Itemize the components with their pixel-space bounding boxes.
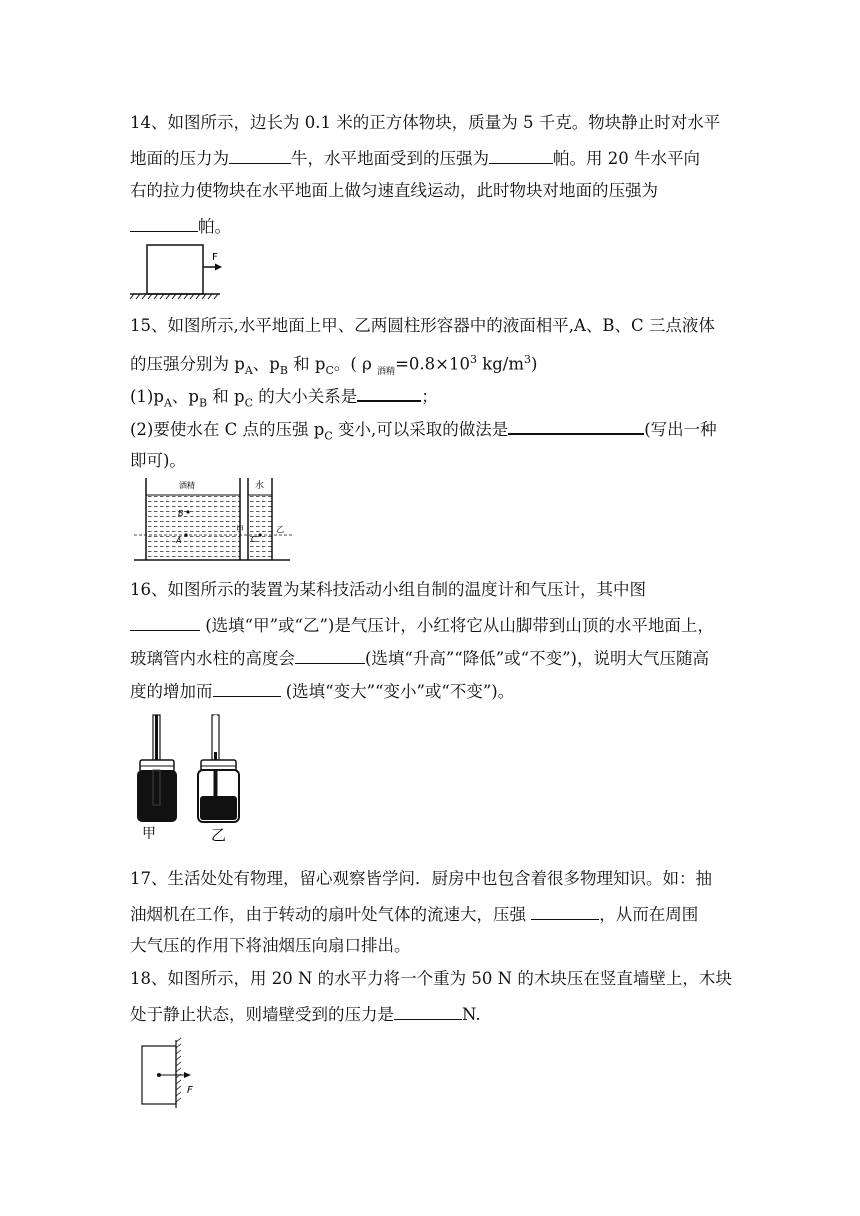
q15-text: (写出一种 bbox=[644, 420, 717, 439]
q15-label-a: A bbox=[176, 536, 182, 545]
q17-line-2 bbox=[130, 901, 698, 927]
q14-text: 地面的压力为 bbox=[130, 149, 229, 168]
q15-label-c: C bbox=[251, 535, 257, 544]
q15-label-jia: 甲 bbox=[236, 525, 244, 534]
q15-sub: C bbox=[244, 396, 254, 410]
q14-blank-2[interactable] bbox=[489, 145, 553, 164]
q16-text: 玻璃管内水柱的高度会 bbox=[130, 649, 295, 668]
bottle-jia bbox=[137, 715, 177, 822]
q17-text: ，从而在周围 bbox=[599, 905, 699, 924]
q18-blank-1[interactable] bbox=[394, 1001, 462, 1020]
q15-label-alcohol: 酒精 bbox=[179, 481, 195, 490]
q15-sub: C bbox=[325, 363, 334, 377]
q15-sub: B bbox=[198, 396, 208, 410]
q16-text: (选填“甲”或“乙”)是气压计，小红将它从山脚带到山顶的水平地面上， bbox=[200, 616, 714, 635]
q15-text: 和 p bbox=[207, 387, 245, 406]
q15-text: =0.8×10 bbox=[395, 354, 470, 374]
q15-text: 、p bbox=[171, 387, 199, 406]
q16-bottles-figure bbox=[130, 712, 250, 847]
q15-text: ； bbox=[421, 387, 438, 406]
q16-text: (选填“升高”“降低”或“不变”)，说明大气压随高 bbox=[365, 649, 709, 668]
q14-blank-1[interactable] bbox=[229, 145, 291, 164]
q15-sub: A bbox=[163, 396, 172, 410]
q15-text: (2)要使水在 C 点的压强 p bbox=[130, 420, 325, 439]
q14-blank-3[interactable] bbox=[130, 213, 198, 232]
q16-blank-1[interactable] bbox=[130, 612, 200, 631]
q15-line-4 bbox=[130, 415, 717, 448]
q16-line-1: 16、如图所示的装置为某科技活动小组自制的温度计和气压计，其中图 bbox=[130, 580, 646, 599]
q14-force-label: F bbox=[212, 252, 218, 263]
q14-text: 帕。用 20 牛水平向 bbox=[553, 149, 700, 168]
q17-blank-1[interactable] bbox=[531, 901, 599, 920]
q15-line-3 bbox=[130, 382, 438, 415]
q15-text: 。( ρ bbox=[333, 354, 378, 374]
q18-text: N. bbox=[462, 1005, 481, 1024]
q15-label-water: 水 bbox=[255, 481, 265, 491]
q16-line-4 bbox=[130, 678, 514, 704]
q14-line-3: 右的拉力使物块在水平地面上做匀速直线运动，此时物块对地面的压强为 bbox=[130, 181, 658, 200]
q18-text: 处于静止状态，则墙壁受到的压力是 bbox=[130, 1005, 394, 1024]
q14-line-4 bbox=[130, 213, 231, 239]
q18-line-1: 18、如图所示，用 20 N 的水平力将一个重为 50 N 的木块压在竖直墙壁上，木块 bbox=[130, 969, 732, 988]
q16-label-yi: 乙 bbox=[211, 826, 227, 844]
q14-line-2 bbox=[130, 145, 700, 171]
q18-force-label: F bbox=[187, 1085, 193, 1096]
q15-text: 和 p bbox=[287, 354, 326, 374]
q14-line-1: 14、如图所示，边长为 0.1 米的正方体物块，质量为 5 千克。物块静止时对水平 bbox=[130, 113, 721, 132]
q15-text: kg/m bbox=[476, 354, 524, 374]
q15-sup: 3 bbox=[523, 353, 531, 366]
q15-text: 、p bbox=[252, 354, 280, 374]
q16-text: (选填“变大”“变小”或“不变”)。 bbox=[280, 682, 515, 701]
q15-blank-2[interactable] bbox=[508, 415, 644, 435]
q16-blank-2[interactable] bbox=[295, 645, 365, 664]
q15-sub: A bbox=[244, 363, 253, 377]
q15-sub: C bbox=[324, 429, 333, 443]
q17-text: 油烟机在工作，由于转动的扇叶处气体的流速大，压强 bbox=[130, 905, 532, 924]
q15-label-yi: 乙 bbox=[276, 525, 284, 534]
q15-line-1: 15、如图所示,水平地面上甲、乙两圆柱形容器中的液面相平,A、B、C 三点液体 bbox=[130, 316, 715, 335]
q17-line-3: 大气压的作用下将油烟压向扇口排出。 bbox=[130, 936, 411, 955]
q14-block-figure bbox=[128, 240, 228, 300]
q15-line-5: 即可)。 bbox=[130, 451, 186, 470]
bottle-yi bbox=[198, 715, 239, 822]
q15-sub: 酒精 bbox=[377, 366, 396, 377]
q15-text: 变小,可以采取的做法是 bbox=[332, 420, 509, 439]
q16-text: 度的增加而 bbox=[130, 682, 213, 701]
q17-line-1: 17、生活处处有物理，留心观察皆学问．厨房中也包含着很多物理知识。如：抽 bbox=[130, 869, 712, 888]
q16-label-jia: 甲 bbox=[142, 826, 156, 842]
q18-wall-figure bbox=[138, 1038, 213, 1110]
q15-text: 的大小关系是 bbox=[253, 387, 358, 406]
q15-sub: B bbox=[279, 363, 288, 377]
q15-line-2 bbox=[130, 348, 537, 384]
q15-text: 的压强分别为 p bbox=[130, 354, 245, 374]
q15-blank-1[interactable] bbox=[357, 382, 421, 402]
q18-line-2 bbox=[130, 1001, 481, 1027]
q14-text: 帕。 bbox=[198, 217, 231, 236]
q15-sup: 3 bbox=[469, 353, 477, 366]
q15-containers-figure bbox=[130, 474, 295, 564]
q15-text: ) bbox=[530, 354, 538, 374]
q15-text: (1)p bbox=[130, 387, 164, 406]
q16-blank-3[interactable] bbox=[213, 678, 281, 697]
q16-line-3 bbox=[130, 645, 709, 671]
q15-label-b: B bbox=[178, 509, 184, 518]
q16-line-2 bbox=[130, 612, 714, 638]
q14-text: 牛，水平地面受到的压强为 bbox=[291, 149, 489, 168]
